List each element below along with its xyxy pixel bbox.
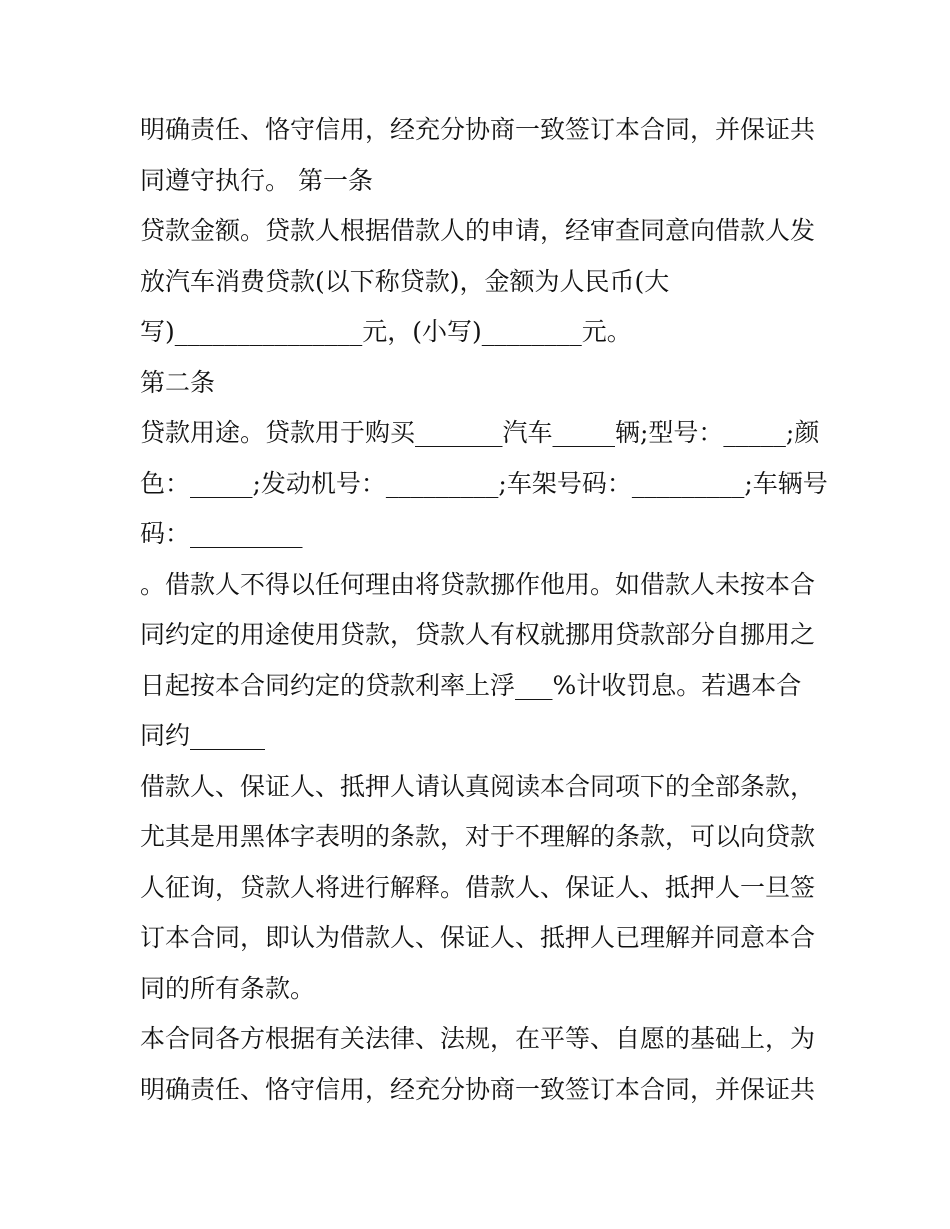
text-line: 明确责任、恪守信用，经充分协商一致签订本合同，并保证共: [140, 115, 816, 144]
text-line: 同的所有条款。: [140, 973, 316, 1003]
text-line: 放汽车消费贷款(以下称贷款)，金额为人民币(大: [140, 266, 670, 296]
text-line: 。借款人不得以任何理由将贷款挪作他用。如借款人未按本合: [140, 569, 816, 599]
text-line: 日起按本合同约定的贷款利率上浮___%计收罚息。若遇本合: [140, 670, 802, 700]
document-body: [140, 105, 828, 1115]
text-line: 同约定的用途使用贷款，贷款人有权就挪用贷款部分自挪用之: [140, 620, 816, 649]
text-line: 本合同各方根据有关法律、法规，在平等、自愿的基础上，为: [140, 1024, 816, 1053]
text-line: 色：_____;发动机号：_________;车架号码：_________;车辆号: [140, 468, 828, 498]
text-line: 人征询，贷款人将进行解释。借款人、保证人、抵押人一旦签: [140, 872, 816, 902]
text-line: 写)_______________元，(小写)________元。: [140, 317, 632, 346]
text-line: 订本合同，即认为借款人、保证人、抵押人已理解并同意本合: [140, 923, 816, 952]
text-line: 同约______: [140, 721, 266, 750]
text-line: 尤其是用黑体字表明的条款，对于不理解的条款，可以向贷款: [140, 822, 816, 851]
text-line: 贷款金额。贷款人根据借款人的申请，经审查同意向借款人发: [140, 216, 816, 245]
text-line: 贷款用途。贷款用于购买_______汽车_____辆;型号：_____;颜: [140, 418, 820, 447]
text-line: 明确责任、恪守信用，经充分协商一致签订本合同，并保证共: [140, 1074, 816, 1104]
text-line: 码：_________: [140, 519, 303, 548]
text-line: 同遵守执行。 第一条: [140, 165, 373, 195]
text-line: 借款人、保证人、抵押人请认真阅读本合同项下的全部条款，: [140, 771, 816, 801]
text-line: 第二条: [140, 367, 216, 397]
